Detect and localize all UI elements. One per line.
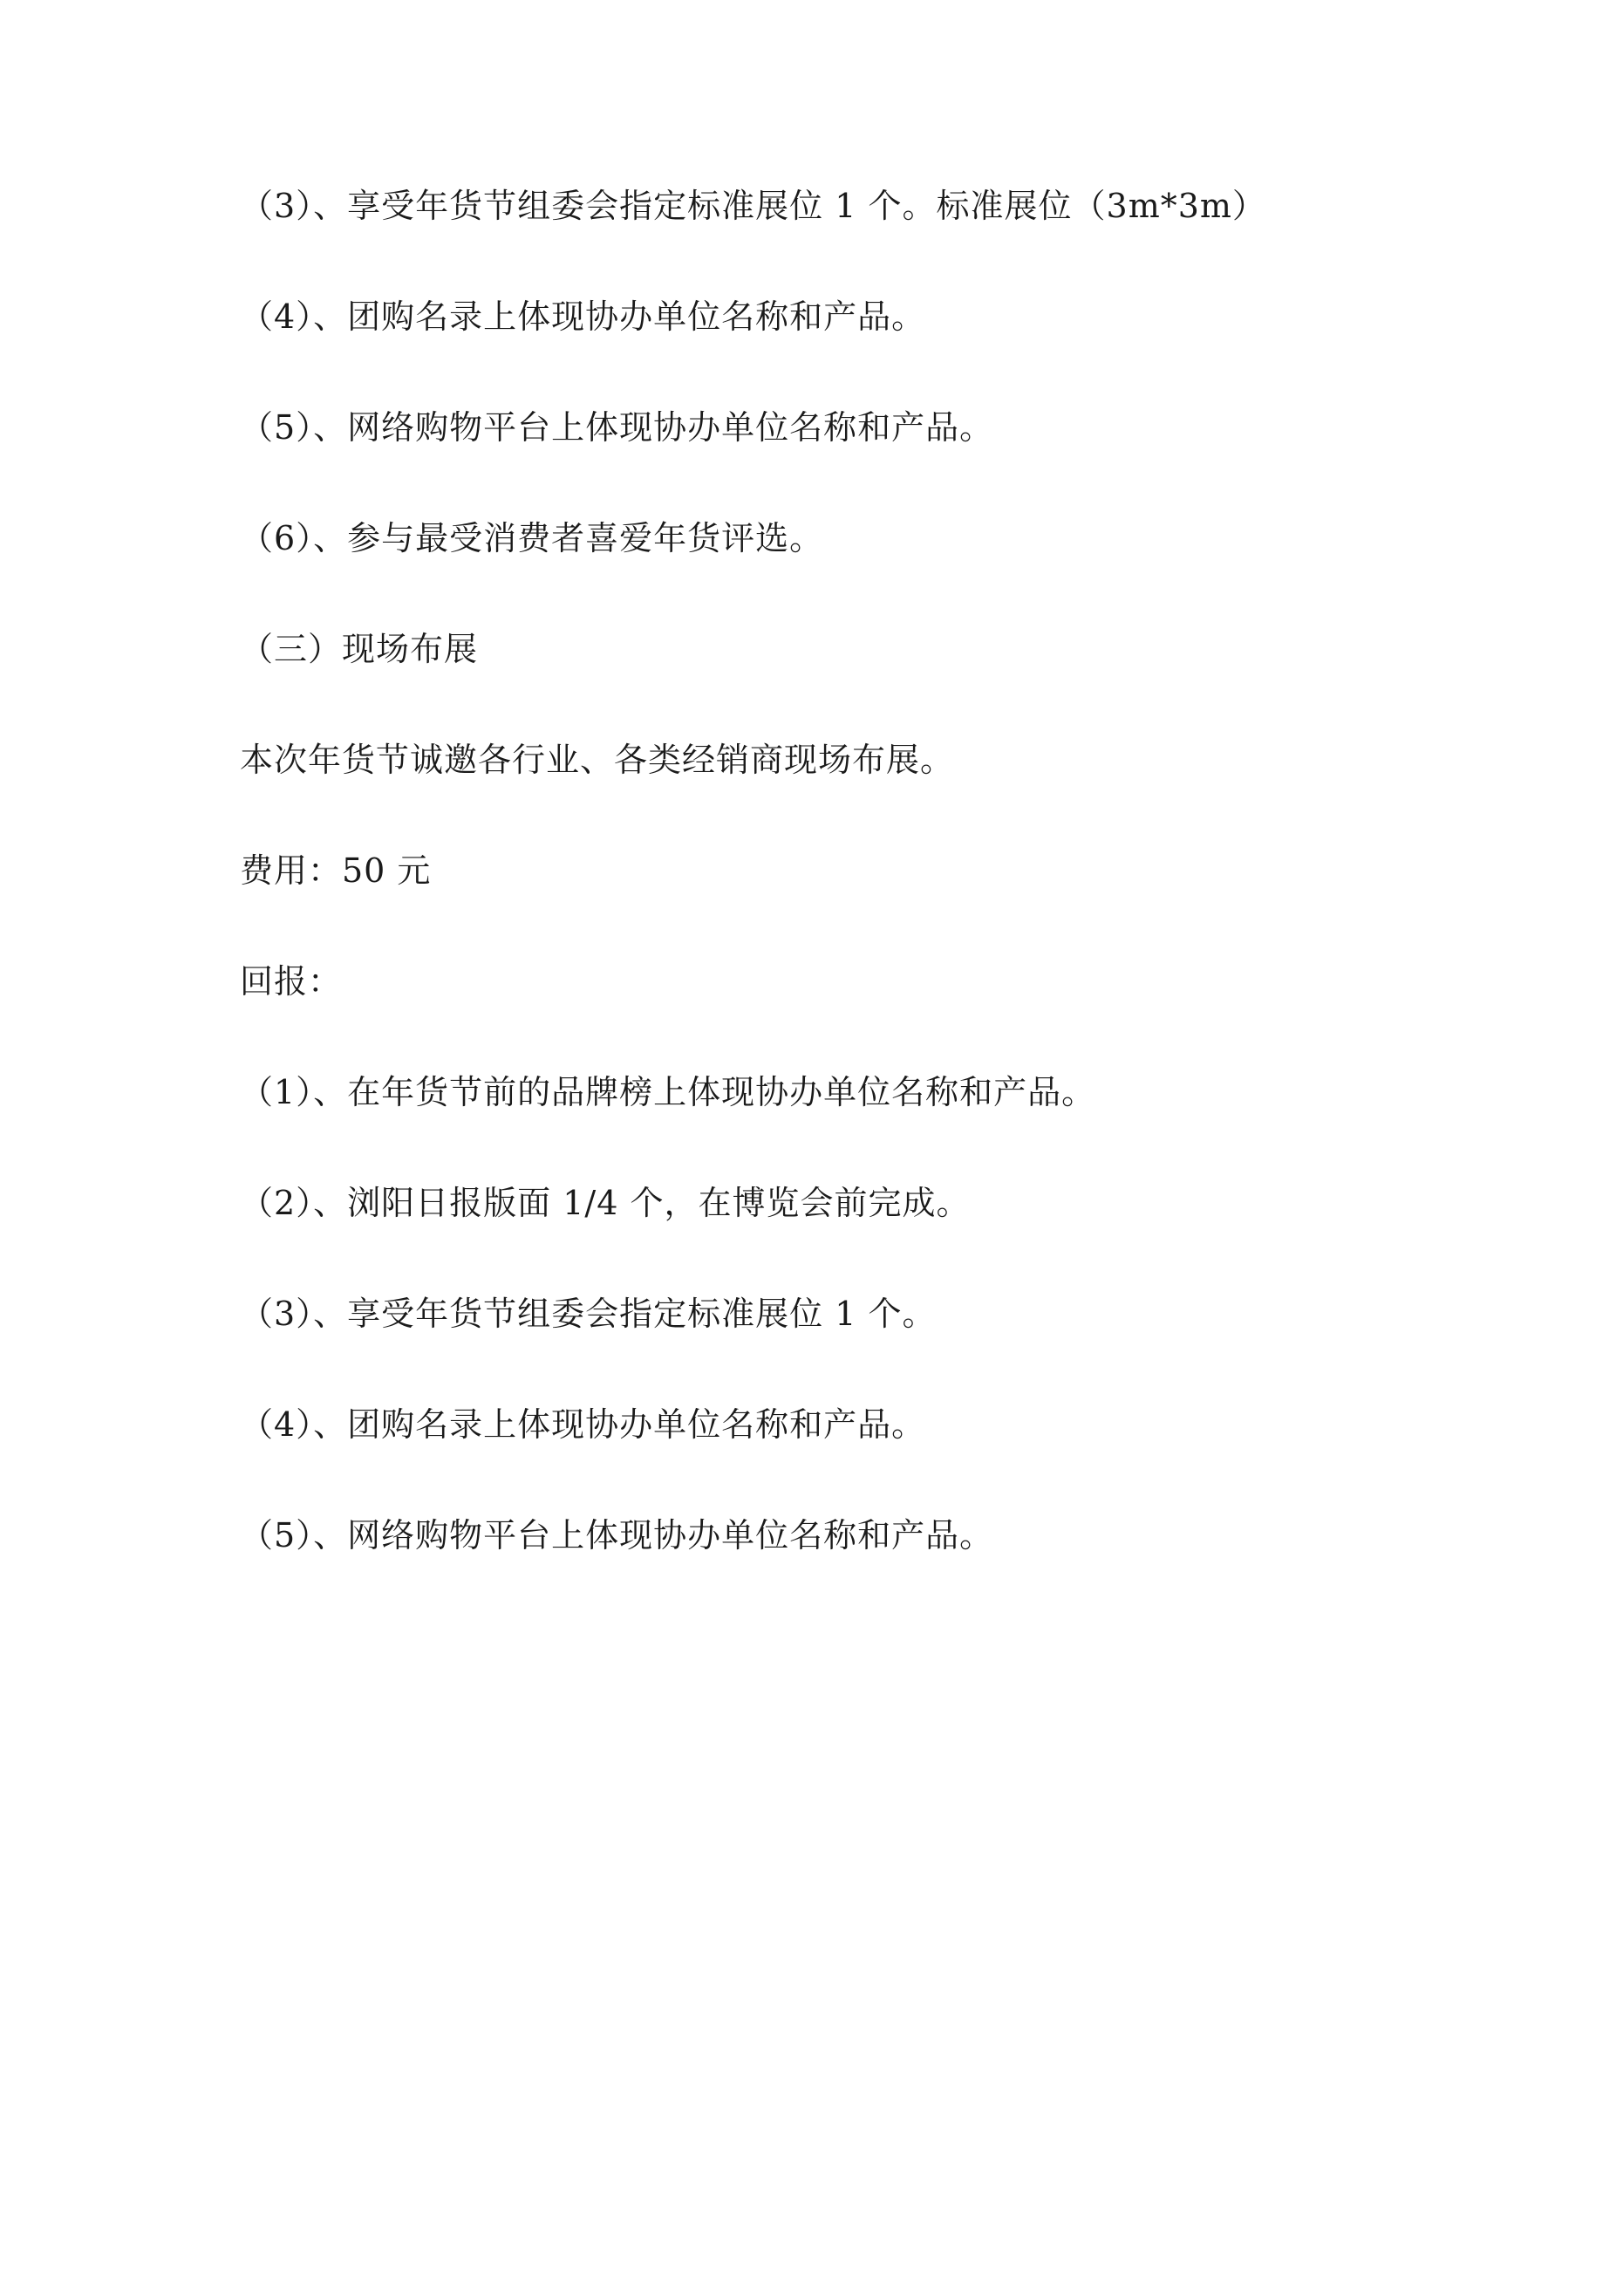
paragraph-item-5-online-platform: （5）、网络购物平台上体现协办单位名称和产品。 xyxy=(240,1516,994,1555)
paragraph-item-2-newspaper: （2）、浏阳日报版面 1/4 个，在博览会前完成。 xyxy=(240,1184,971,1222)
paragraph-item-4-group-buy: （4）、团购名录上体现协办单位名称和产品。 xyxy=(240,1405,926,1444)
paragraph-returns-label: 回报： xyxy=(240,962,343,1001)
paragraph-item-1-brand-list: （1）、在年货节前的品牌榜上体现协办单位名称和产品。 xyxy=(240,1073,1096,1111)
paragraph-item-3-booth: （3）、享受年货节组委会指定标准展位 1 个。 xyxy=(240,1295,937,1333)
paragraph-item-6-consumer-vote: （6）、参与最受消费者喜爱年货评选。 xyxy=(240,519,824,557)
paragraph-invitation: 本次年货节诚邀各行业、各类经销商现场布展。 xyxy=(240,741,955,779)
paragraph-item-3-standard-booth: （3）、享受年货节组委会指定标准展位 1 个。标准展位（3m*3m） xyxy=(240,187,1266,225)
paragraph-fee: 费用：50 元 xyxy=(240,851,432,890)
paragraph-item-5-online-platform: （5）、网络购物平台上体现协办单位名称和产品。 xyxy=(240,408,994,447)
paragraph-item-4-group-buy: （4）、团购名录上体现协办单位名称和产品。 xyxy=(240,297,926,336)
section-heading-onsite-exhibition: （三）现场布展 xyxy=(240,630,479,668)
